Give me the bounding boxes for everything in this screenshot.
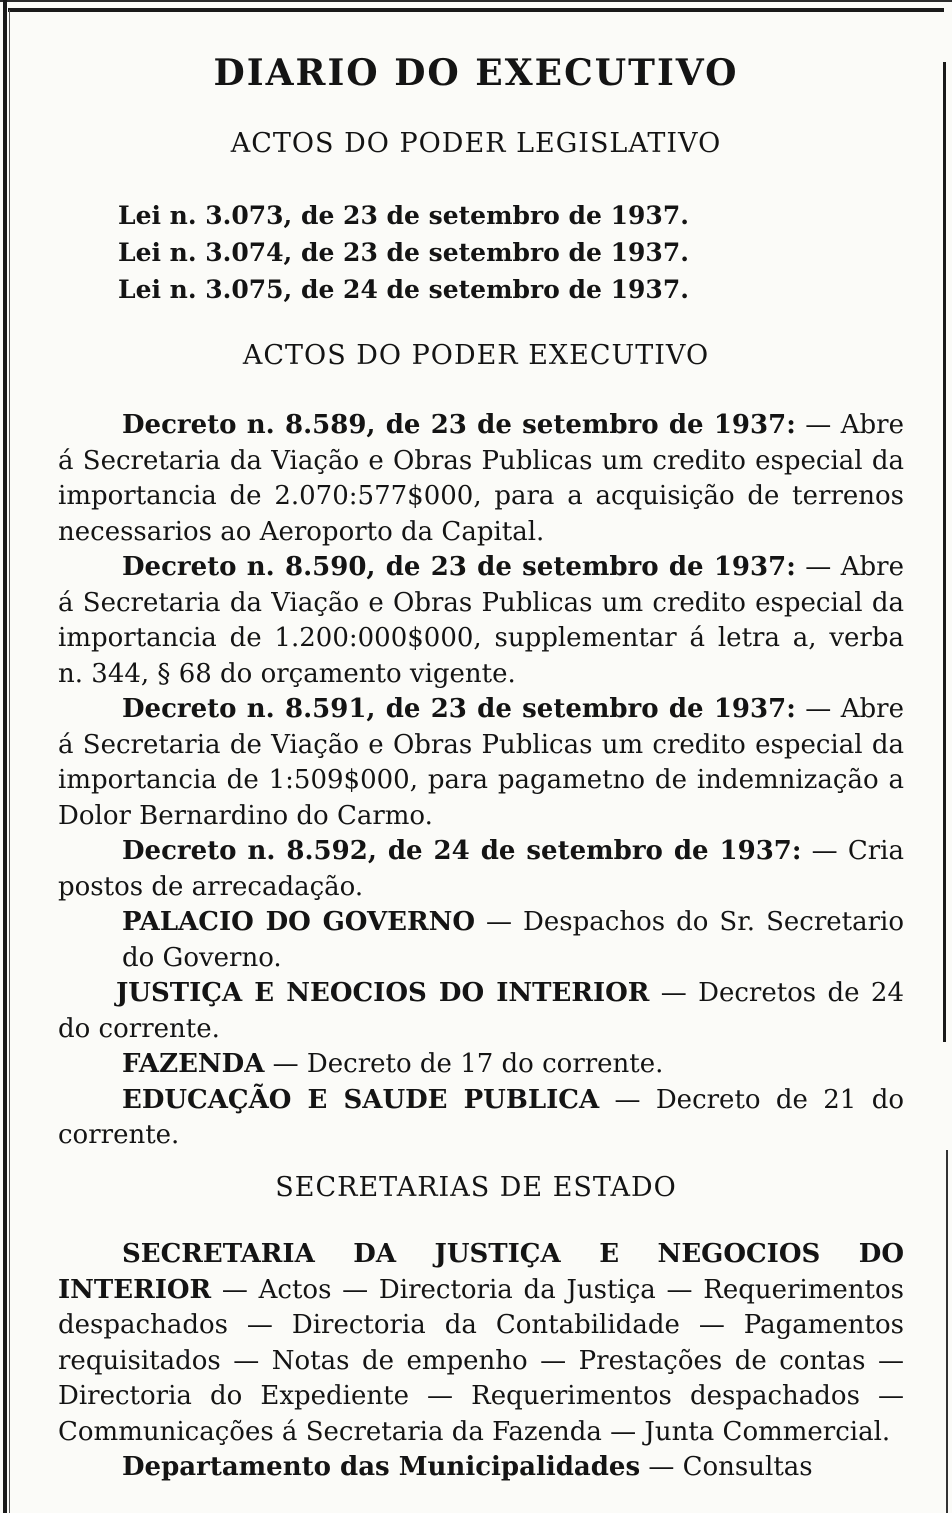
secretaria-lead: Departamento das Municipalidades: [122, 1452, 641, 1482]
secretaria-text: — Actos — Directoria da Justiça — Requerimentos despachados — Directoria da Contabilidade — Pagamentos requisitados — Notas de empenho — Prestações de contas — Directoria do Expediente — Requerimentos despachados — Communicações á Secretaria da Fazenda — Junta Commercial.: [58, 1274, 904, 1447]
department-text: — Despachos do Sr. Secretario do Governo.: [122, 907, 905, 973]
secretarias-entries: [58, 1237, 904, 1486]
department-text: — Decretos de 24 do corrente.: [58, 978, 904, 1044]
secretaria-entry: [58, 1450, 904, 1486]
decree-entry: [58, 834, 904, 905]
department-entry: [58, 1083, 904, 1154]
decree-text: — Cria postos de arrecadação.: [58, 836, 904, 902]
legislativo-heading: ACTOS DO PODER LEGISLATIVO: [230, 128, 722, 159]
department-text: — Decreto de 17 do corrente.: [264, 1049, 664, 1079]
left-border-inner: [9, 10, 10, 1513]
secretarias-heading: SECRETARIAS DE ESTADO: [275, 1172, 677, 1203]
executivo-heading: ACTOS DO PODER EXECUTIVO: [242, 340, 710, 371]
secretaria-entry: [58, 1237, 904, 1450]
decree-text: — Abre á Secretaria de Viação e Obras Publicas um credito especial da importancia de 1:509$000, para pagametno de indemnização a Dolor Bernardino do Carmo.: [58, 694, 904, 831]
top-border: [8, 8, 944, 12]
right-border: [943, 62, 946, 1042]
decree-lead: Decreto n. 8.591, de 23 de setembro de 1937:: [122, 694, 796, 724]
department-entry: [58, 1047, 904, 1083]
decree-lead: Decreto n. 8.590, de 23 de setembro de 1937:: [122, 552, 796, 582]
executivo-entries: [58, 408, 904, 1154]
decree-text: — Abre á Secretaria da Viação e Obras Publicas um credito especial da importancia de 2.070:577$000, para a acquisição de terrenos necessarios ao Aeroporto da Capital.: [58, 410, 904, 547]
decree-lead: Decreto n. 8.592, de 24 de setembro de 1937:: [122, 836, 802, 866]
secretaria-text: — Consultas: [640, 1452, 813, 1482]
department-lead: EDUCAÇÃO E SAUDE PUBLICA: [122, 1084, 600, 1115]
right-border-lower: [946, 1150, 948, 1513]
decree-lead: Decreto n. 8.589, de 23 de setembro de 1937:: [122, 410, 796, 440]
law-item: Lei n. 3.075, de 24 de setembro de 1937.: [118, 275, 689, 304]
top-border-thin: [0, 0, 952, 2]
department-entry: [58, 976, 904, 1047]
page-title: DIARIO DO EXECUTIVO: [213, 52, 739, 94]
department-lead: FAZENDA: [122, 1049, 265, 1079]
law-item: Lei n. 3.073, de 23 de setembro de 1937.: [118, 201, 689, 230]
department-lead: PALACIO DO GOVERNO: [122, 907, 476, 937]
department-entry: [58, 905, 904, 976]
department-lead: JUSTIÇA E NEOCIOS DO INTERIOR: [116, 978, 650, 1008]
left-border: [3, 0, 7, 1513]
decree-entry: [58, 408, 904, 550]
decree-text: — Abre á Secretaria da Viação e Obras Publicas um credito especial da importancia de 1.200:000$000, supplementar á letra a, verba n. 344, § 68 do orçamento vigente.: [58, 552, 904, 689]
law-list: [118, 197, 689, 308]
law-item: Lei n. 3.074, de 23 de setembro de 1937.: [118, 238, 689, 267]
decree-entry: [58, 692, 904, 834]
secretaria-lead: SECRETARIA DA JUSTIÇA E NEGOCIOS DO INTERIOR: [58, 1239, 904, 1305]
department-text: — Decreto de 21 do corrente.: [58, 1084, 904, 1150]
decree-entry: [58, 550, 904, 692]
